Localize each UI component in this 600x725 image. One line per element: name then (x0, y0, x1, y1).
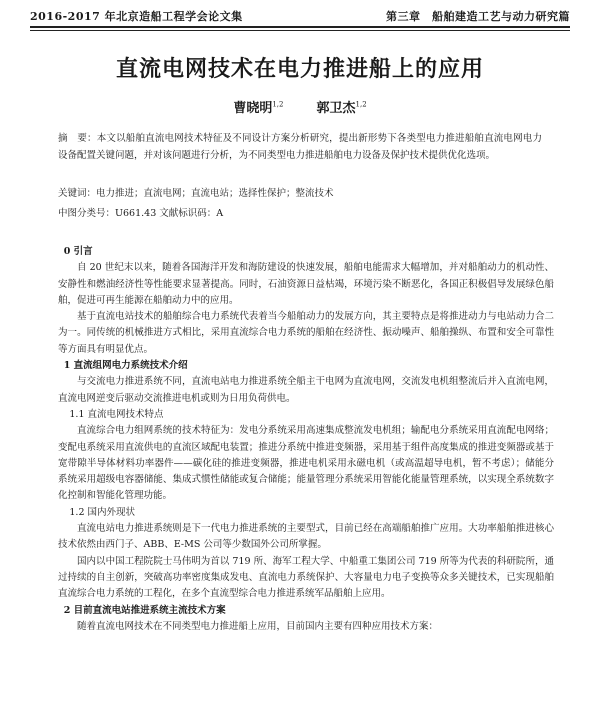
keywords: 关键词：电力推进；直流电网；直流电站；选择性保护；整流技术 (58, 188, 334, 199)
abstract: 摘 要：本文以船舶直流电网技术特征及不同设计方案分析研究，提出新形势下各类型电力推进船舶直流电网电力设备配置关键问题，并对该问题进行分析，为不同类型电力推进船舶电力设备及保护技术提供优化选项。 (58, 133, 542, 161)
paragraph: 基于直流电站技术的船舶综合电力系统代表着当今船舶动力的发展方向，其主要特点是将推进动力与电站动力合二为一。同传统的机械推进方式相比，采用直流综合电力系统的船舶在经济性、振动噪声、船舶操纵、布置和安全可靠性等方面具有明显优点。 (58, 311, 554, 355)
paragraph: 直流电站电力推进系统则是下一代电力推进系统的主要型式，目前已经在高端船舶推广应用。大功率船舶推进核心技术依然由西门子、ABB、E-MS 公司等少数国外公司所掌握。 (58, 523, 554, 551)
body-text (58, 244, 554, 635)
paragraph: 与交流电力推进系统不同，直流电站电力推进系统全船主干电网为直流电网，交流发电机组整流后并入直流电网，直流电网逆变后驱动交流推进电机或则为日用负荷供电。 (58, 376, 554, 404)
section-heading: 2 目前直流电站推进系统主流技术方案 (63, 604, 226, 616)
header-rule (30, 26, 570, 28)
author-name: 郭卫杰 (316, 101, 356, 116)
author-affiliation: 1,2 (272, 100, 284, 109)
paragraph: 直流综合电力组网系统的技术特征为：发电分系统采用高速集成整流发电机组；输配电分系统采用直流配电网络；变配电系统采用直流供电的直流区域配电装置；推进分系统中推进变频器，采用基于组件高度集成的推进变频器或基于宽带隙半导体材料功率器件——碳化硅的推进变频器，推进电机采用永磁电机（或高温超导电机，暂不考虑）；储能分系统采用超级电容器储能、集成式惯性储能或复合储能；能量管理分系统采用智能化能量管理系统，以实现全系统数字化控制和智能化管理功能。 (58, 425, 554, 502)
header-left-text: 2016-2017 年北京造船工程学会论文集 (30, 10, 243, 23)
author-line (0, 97, 600, 116)
subsection-heading: 1.2 国内外现状 (69, 506, 136, 518)
paper-title: 直流电网技术在电力推进船上的应用 (115, 57, 484, 82)
paragraph: 随着直流电网技术在不同类型电力推进船上应用，目前国内主要有四种应用技术方案： (77, 620, 439, 632)
paragraph: 自 20 世纪末以来，随着各国海洋开发和海防建设的快速发展，船舶电能需求大幅增加，并对船舶动力的机动性、安静性和燃油经济性等性能要求显著提高。同时，石油资源日益枯竭，环境污染不断恶化，各国正积极倡导发展绿色船舶，促进可再生能源在船舶动力中的应用。 (58, 262, 554, 306)
section-heading: 1 直流组网电力系统技术介绍 (63, 360, 188, 372)
section-heading: 0 引言 (63, 246, 93, 257)
paragraph: 国内以中国工程院院士马伟明为首以 719 所、海军工程大学、中船重工集团公司 719 所等为代表的科研院所，通过持续的自主创新，突破高功率密度集成发电、直流电力系统保护、大容量电力电子变换等众多关键技术，已实现船舶直流综合电力系统的工程化，在多个直流型综合电力推进系统军品船舶上应用。 (58, 555, 554, 600)
header-rule-thin (30, 30, 570, 31)
author-name: 曹晓明 (233, 101, 273, 116)
subsection-heading: 1.1 直流电网技术特点 (69, 408, 164, 420)
author-affiliation: 1,2 (355, 100, 367, 109)
header-right-text: 第三章 船舶建造工艺与动力研究篇 (386, 10, 570, 23)
classification: 中图分类号：U661.43 文献标识码：A (58, 208, 224, 219)
